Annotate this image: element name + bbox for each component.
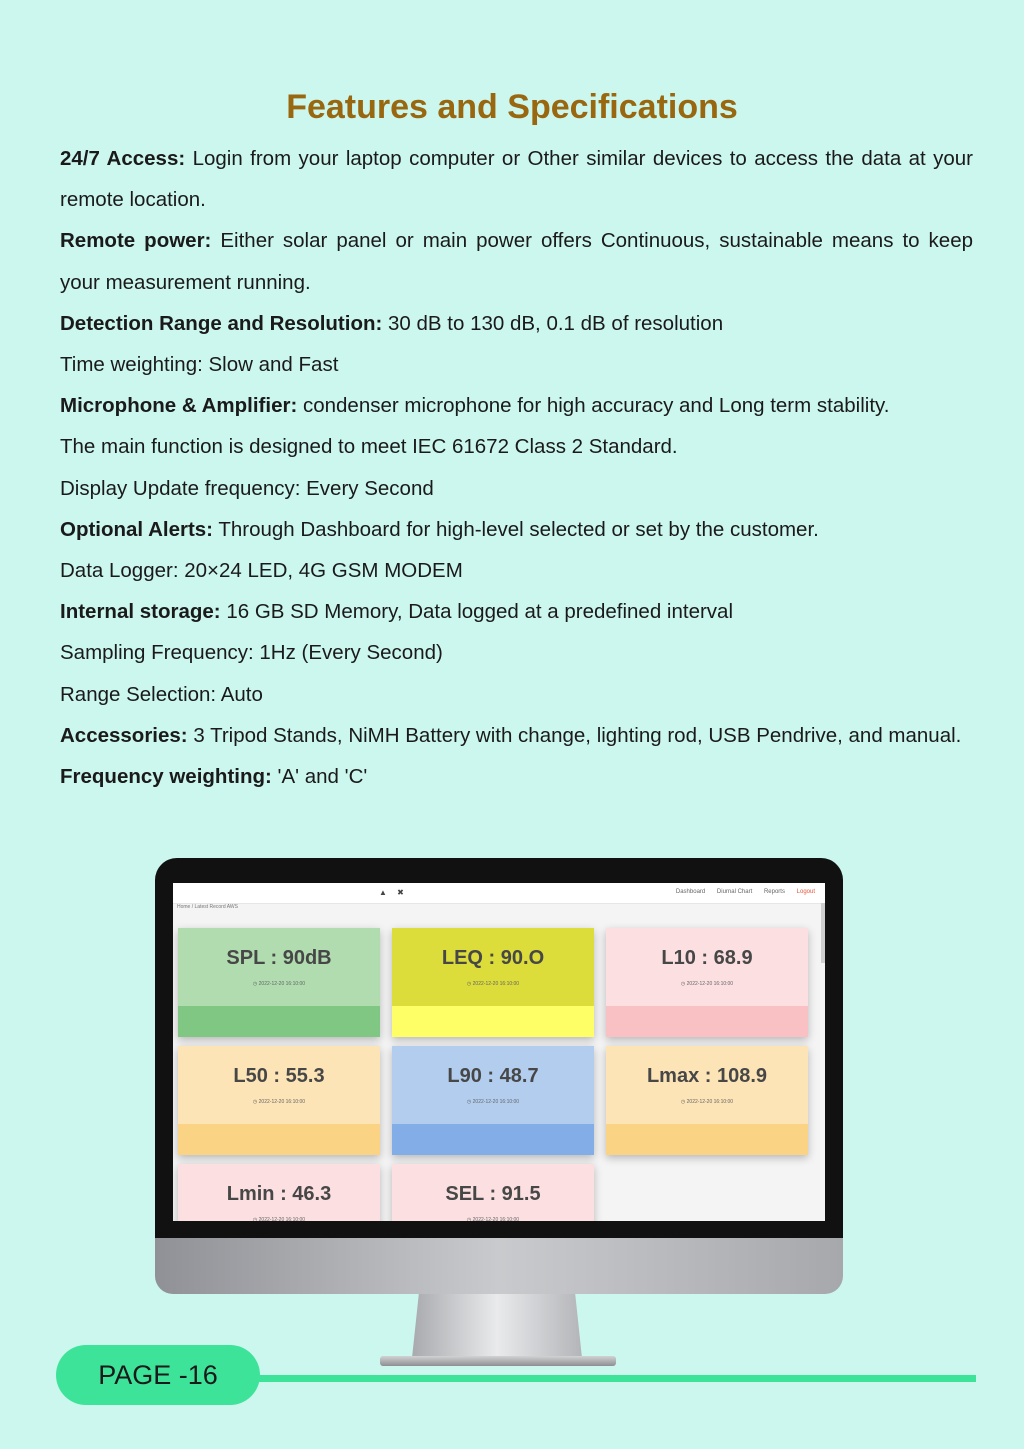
monitor-stand-base [380, 1356, 616, 1366]
card-foot [606, 1124, 808, 1155]
metric-card-sel [392, 1164, 594, 1221]
dashboard-screen [173, 883, 825, 1221]
breadcrumb: Home / Latest Record AWS [177, 904, 238, 910]
close-icon[interactable]: ✖ [397, 888, 404, 897]
spec-item [60, 385, 973, 426]
spec-label: Detection Range and Resolution: [60, 311, 383, 335]
spec-item [60, 509, 973, 550]
spec-text: Through Dashboard for high-level selected or set by the customer. [213, 517, 819, 541]
spec-text: Either solar panel or main power offers Continuous, sustainable means to keep your measurement running. [60, 229, 973, 294]
page-number-badge: PAGE -16 [56, 1345, 260, 1405]
card-timestamp: ◷ 2022-12-20 16:10:00 [466, 981, 520, 987]
card-value: LEQ : 90.O [441, 947, 545, 969]
spec-label: Remote power: [60, 229, 212, 253]
spec-label: 24/7 Access: [60, 147, 186, 170]
spec-text: Display Update frequency: Every Second [60, 476, 434, 500]
card-value: L10 : 68.9 [661, 947, 753, 969]
spec-text: condenser microphone for high accuracy and Long term stability. [297, 394, 890, 418]
nav-diurnal-chart[interactable]: Diurnal Chart [716, 889, 753, 895]
spec-text: The main function is designed to meet IEC 61672 Class 2 Standard. [60, 435, 678, 459]
card-foot [392, 1006, 594, 1037]
spec-item [60, 591, 973, 632]
specifications-list [60, 138, 973, 797]
card-foot [606, 1006, 808, 1037]
spec-item [60, 715, 973, 756]
spec-label: Accessories: [60, 723, 188, 747]
card-timestamp: ◷ 2022-12-20 16:10:00 [466, 1099, 520, 1105]
scrollbar[interactable] [821, 903, 825, 963]
spec-text: Time weighting: Slow and Fast [60, 353, 339, 377]
spec-item [60, 550, 973, 591]
spec-item [60, 632, 973, 673]
spec-label: Microphone & Amplifier: [60, 394, 298, 418]
metric-card-lmin [178, 1164, 380, 1221]
spec-text: Range Selection: Auto [60, 682, 263, 706]
card-foot [178, 1006, 380, 1037]
nav-dashboard[interactable]: Dashboard [675, 889, 706, 895]
card-timestamp: ◷ 2022-12-20 16:10:00 [466, 1217, 520, 1221]
card-timestamp: ◷ 2022-12-20 16:10:00 [252, 1099, 306, 1105]
spec-item [60, 756, 973, 797]
spec-item [60, 303, 973, 344]
card-timestamp: ◷ 2022-12-20 16:10:00 [680, 1099, 734, 1105]
bell-icon[interactable]: ▲ [379, 888, 387, 897]
nav-logout[interactable]: Logout [796, 889, 815, 895]
monitor-stand-neck [412, 1294, 582, 1358]
card-value: Lmin : 46.3 [226, 1183, 332, 1205]
card-value: SPL : 90dB [226, 947, 332, 969]
spec-text: 16 GB SD Memory, Data logged at a predefined interval [220, 600, 734, 624]
spec-item [60, 344, 973, 385]
spec-item [60, 468, 973, 509]
card-value: SEL : 91.5 [445, 1183, 541, 1205]
page-title: Features and Specifications [286, 88, 738, 126]
card-foot [392, 1124, 594, 1155]
spec-label: Optional Alerts: [60, 517, 213, 541]
spec-text: 30 dB to 130 dB, 0.1 dB of resolution [382, 311, 724, 335]
footer-rule [255, 1375, 976, 1382]
dashboard-navbar [173, 883, 825, 904]
spec-item [60, 138, 973, 220]
metric-card-l90 [392, 1046, 594, 1155]
card-foot [178, 1124, 380, 1155]
spec-text: Data Logger: 20×24 LED, 4G GSM MODEM [60, 559, 463, 583]
spec-text: Sampling Frequency: 1Hz (Every Second) [60, 641, 443, 665]
metric-card-spl [178, 928, 380, 1037]
card-value: L90 : 48.7 [447, 1065, 539, 1087]
metric-card-l50 [178, 1046, 380, 1155]
spec-text: 3 Tripod Stands, NiMH Battery with change, lighting rod, USB Pendrive, and manual. [187, 723, 962, 747]
card-value: L50 : 55.3 [233, 1065, 325, 1087]
spec-text: Login from your laptop computer or Other similar devices to access the data at your remote location. [60, 147, 973, 212]
card-value: Lmax : 108.9 [646, 1065, 768, 1087]
spec-label: Frequency weighting: [60, 765, 272, 789]
nav-reports[interactable]: Reports [763, 889, 785, 895]
spec-item [60, 426, 973, 467]
metric-card-leq [392, 928, 594, 1037]
metric-card-l10 [606, 928, 808, 1037]
monitor-chin [155, 1238, 843, 1294]
metric-card-lmax [606, 1046, 808, 1155]
spec-item [60, 220, 973, 302]
card-timestamp: ◷ 2022-12-20 16:10:00 [680, 981, 734, 987]
card-timestamp: ◷ 2022-12-20 16:10:00 [252, 1217, 306, 1221]
spec-item [60, 674, 973, 715]
spec-label: Internal storage: [60, 600, 221, 624]
spec-text: 'A' and 'C' [271, 765, 368, 789]
card-timestamp: ◷ 2022-12-20 16:10:00 [252, 981, 306, 987]
